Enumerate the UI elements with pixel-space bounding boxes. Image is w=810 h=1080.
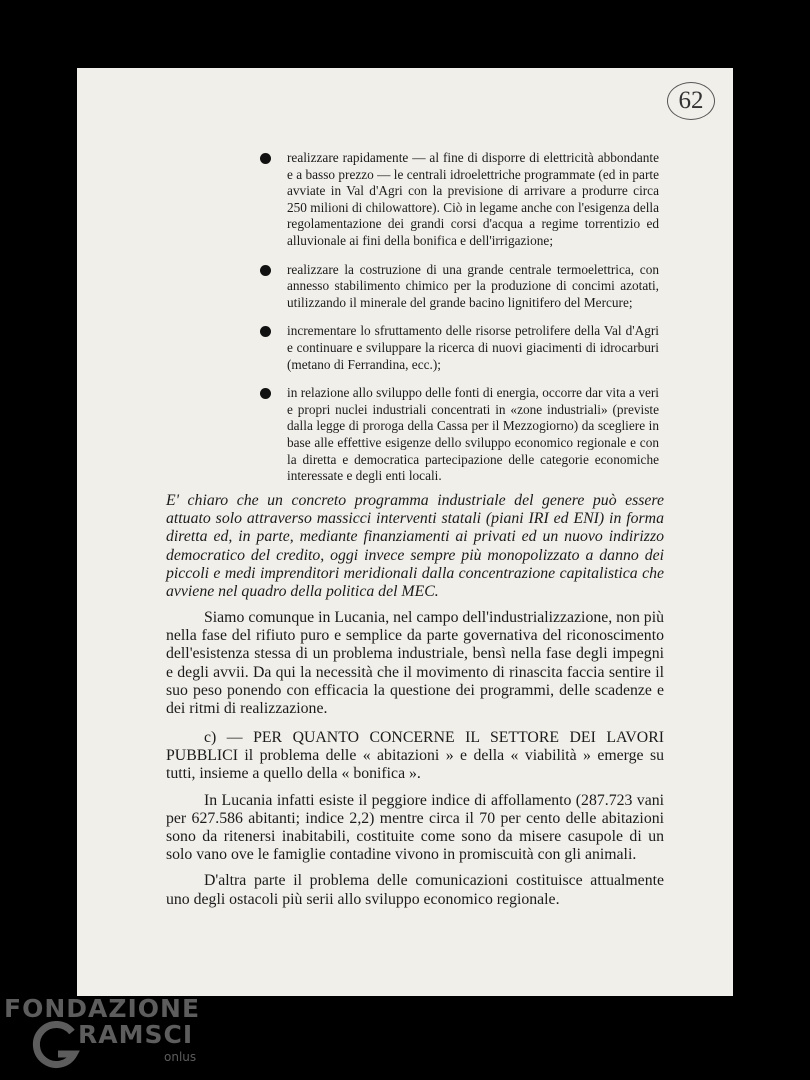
bullet-dot-icon	[260, 388, 271, 399]
bullet-dot-icon	[260, 265, 271, 276]
bullet-list	[257, 150, 659, 497]
bullet-item	[257, 385, 659, 485]
bullet-dot-icon	[260, 326, 271, 337]
document-page	[77, 68, 733, 996]
paragraph-text: Siamo comunque in Lucania, nel campo dell'industrializzazione, non più nella fase del rifiuto puro e semplice da parte governativa del riconoscimento dell'esistenza stessa di un problema industriale, bensì nella fase degli impegni e degli avvii. Da qui la necessità che il movimento di rinascita faccia sentire il suo peso ponendo con efficacia la questione dei programmi, delle scadenze e dei ritmi di realizzazione.	[166, 609, 664, 718]
bullet-item	[257, 323, 659, 373]
logo-line-1: FONDAZIONE	[4, 994, 201, 1023]
bullet-item	[257, 262, 659, 312]
italic-paragraph: E' chiaro che un concreto programma industriale del genere può essere attuato solo attraverso massicci interventi statali (piani IRI ed ENI) in forma diretta ed, in parte, mediante finanziamenti ai privati ed un nuovo indirizzo democratico del credito, oggi invece sempre più monopolizzato a danno dei piccoli e medi imprenditori meridionali dalla concentrazione capitalistica che avviene nel quadro della politica del MEC.	[166, 492, 664, 601]
logo-line-2: RAMSCI	[78, 1020, 194, 1049]
bullet-dot-icon	[260, 153, 271, 164]
bullet-text: in relazione allo sviluppo delle fonti di energia, occorre dar vita a veri e propri nuclei industriali concentrati in «zone industriali» (previste dalla legge di proroga della Cassa per il Mezzogiorno) da scegliere in base alle effettive esigenze dello sviluppo economico regionale e con la diretta e democratica partecipazione delle categorie economiche interessate e degli enti locali.	[287, 385, 659, 484]
logo-g-icon	[32, 1020, 80, 1074]
page-number: 62	[667, 82, 715, 120]
bullet-text: realizzare rapidamente — al fine di disporre di elettricità abbondante e a basso prezzo — le centrali idroelettriche programmate (ed in parte avviate in Val d'Agri con la previsione di arrivare a produrre circa 250 milioni di chilowattore). Ciò in legame anche con l'esigenza della regolamentazione dei grandi corsi d'acqua a regime torrentizio ed alluvionale ai fini della bonifica e dell'irrigazione;	[287, 150, 660, 248]
logo-line-3: onlus	[164, 1050, 197, 1064]
bullet-text: realizzare la costruzione di una grande centrale termoelettrica, con annesso stabilimento chimico per la produzione di concimi azotati, utilizzando il minerale del grande bacino lignitifero del Mercure;	[287, 261, 659, 310]
fondazione-gramsci-logo	[0, 990, 210, 1080]
section-c	[166, 729, 664, 917]
paragraph-communications: D'altra parte il problema delle comunicazioni costituisce attualmente uno degli ostacoli più serii allo sviluppo economico regionale.	[166, 872, 664, 908]
bullet-text: incrementare lo sfruttamento delle risorse petrolifere della Val d'Agri e continuare e sviluppare la ricerca di nuovi giacimenti di idrocarburi (metano di Ferrandina, ecc.);	[287, 323, 659, 372]
paragraph-industrialization	[166, 609, 664, 726]
bullet-item	[257, 150, 659, 250]
section-c-heading: c) — PER QUANTO CONCERNE IL SETTORE DEI LAVORI PUBBLICI il problema delle « abitazioni » e della « viabilità » emerge su tutti, insieme a quello della « bonifica ».	[166, 729, 664, 783]
paragraph-housing: In Lucania infatti esiste il peggiore indice di affollamento (287.723 vani per 627.586 abitanti; indice 2,2) mentre circa il 70 per cento delle abitazioni sono da ritenersi inabitabili, costituite come sono da misere casupole di un solo vano ove le famiglie contadine vivono in promiscuità con gli animali.	[166, 791, 664, 864]
